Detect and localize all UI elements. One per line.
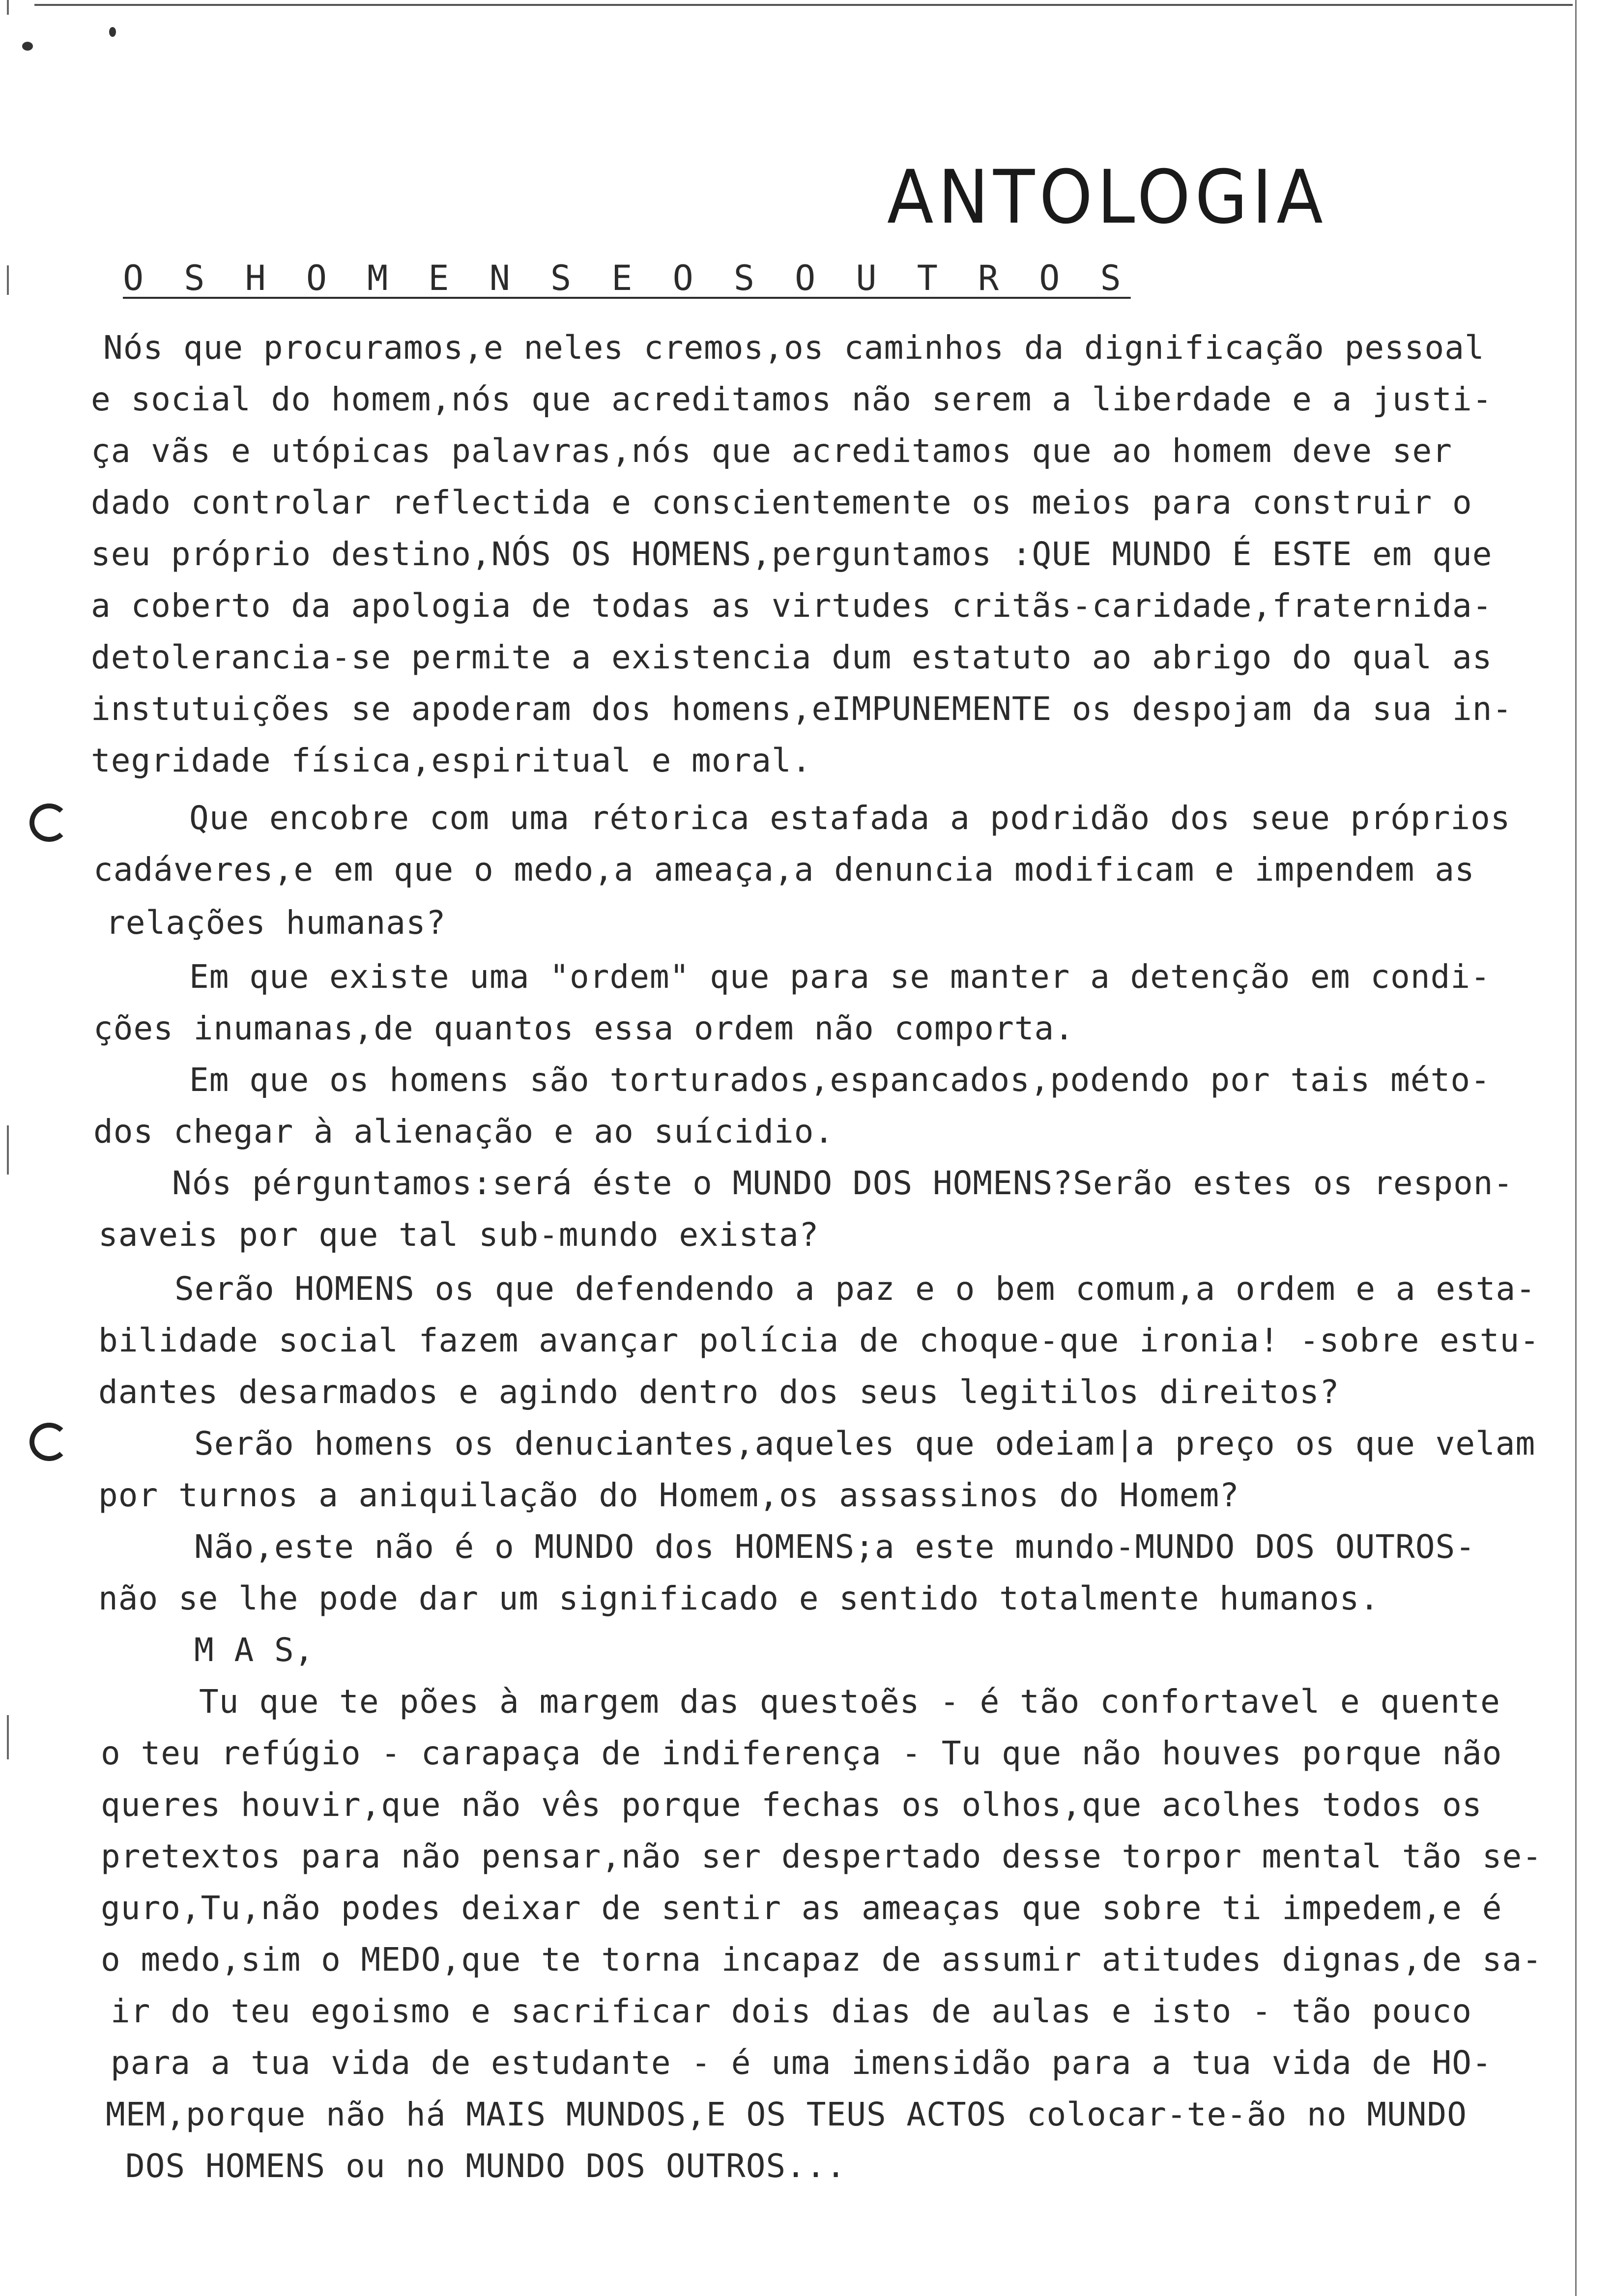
text-line: DOS HOMENS ou no MUNDO DOS OUTROS...	[125, 2147, 846, 2185]
text-line: não se lhe pode dar um significado e sentido totalmente humanos.	[98, 1579, 1380, 1617]
text-line: para a tua vida de estudante - é uma imensidão para a tua vida de HO-	[111, 2044, 1492, 2082]
text-line: seu próprio destino,NÓS OS HOMENS,perguntamos :QUE MUNDO É ESTE em que	[91, 535, 1493, 573]
text-line: Serão HOMENS os que defendendo a paz e o bem comum,a ordem e a esta-	[174, 1270, 1536, 1308]
text-line: detolerancia-se permite a existencia dum estatuto ao abrigo do qual as	[91, 638, 1493, 676]
text-line: Nós pérguntamos:será éste o MUNDO DOS HOMENS?Serão estes os respon-	[172, 1164, 1514, 1202]
text-line: dos chegar à alienação e ao suícidio.	[93, 1113, 835, 1150]
left-margin-mark	[7, 1125, 9, 1175]
text-line: e social do homem,nós que acreditamos não serem a liberdade e a justi-	[91, 380, 1493, 418]
text-line: instutuições se apoderam dos homens,eIMPUNEMENTE os despojam da sua in-	[91, 690, 1513, 728]
text-line: Em que os homens são torturados,espancados,podendo por tais méto-	[189, 1061, 1491, 1099]
text-line: relações humanas?	[106, 904, 446, 942]
text-line: ir do teu egoismo e sacrificar dois dias de aulas e isto - tão pouco	[111, 1992, 1472, 2030]
text-line: saveis por que tal sub-mundo exista?	[98, 1216, 819, 1254]
text-line: por turnos a aniquilação do Homem,os assassinos do Homem?	[98, 1476, 1239, 1514]
binder-hole-mark	[29, 804, 69, 842]
text-line: Tu que te pões à margem das questoẽs - é tão confortavel e quente	[199, 1683, 1500, 1721]
text-line: MEM,porque não há MAIS MUNDOS,E OS TEUS ACTOS colocar-te-ão no MUNDO	[106, 2095, 1468, 2133]
antologia-heading: ANTOLOGIA	[887, 155, 1327, 240]
binder-hole-mark	[29, 1423, 69, 1461]
text-line: Serão homens os denuciantes,aqueles que odeiam|a preço os que velam	[194, 1425, 1536, 1463]
text-line: o teu refúgio - carapaça de indiferença - Tu que não houves porque não	[101, 1734, 1502, 1772]
text-line: tegridade física,espiritual e moral.	[91, 742, 812, 779]
text-line: Em que existe uma "ordem" que para se manter a detenção em condi-	[189, 958, 1491, 996]
text-line: Nós que procuramos,e neles cremos,os caminhos da dignificação pessoal	[103, 329, 1485, 367]
text-line: guro,Tu,não podes deixar de sentir as ameaças que sobre ti impedem,e é	[101, 1889, 1502, 1927]
text-line: M A S,	[194, 1631, 315, 1669]
text-line: Não,este não é o MUNDO dos HOMENS;a este mundo-MUNDO DOS OUTROS-	[194, 1528, 1476, 1566]
text-line: ça vãs e utópicas palavras,nós que acreditamos que ao homem deve ser	[91, 432, 1453, 470]
article-title: O S H O M E N S E O S O U T R O S	[123, 258, 1131, 298]
text-line: o medo,sim o MEDO,que te torna incapaz de assumir atitudes dignas,de sa-	[101, 1941, 1542, 1979]
speck-mark	[109, 27, 116, 37]
text-line: dado controlar reflectida e conscientemente os meios para construir o	[91, 484, 1472, 521]
text-line: a coberto da apologia de todas as virtudes critãs-caridade,fraternida-	[91, 587, 1493, 625]
text-line: ções inumanas,de quantos essa ordem não comporta.	[93, 1009, 1075, 1047]
text-line: dantes desarmados e agindo dentro dos seus legitilos direitos?	[98, 1373, 1340, 1411]
text-line: bilidade social fazem avançar polícia de choque-que ironia! -sobre estu-	[98, 1321, 1540, 1359]
right-border-line	[1575, 0, 1577, 2296]
left-margin-mark	[7, 0, 9, 15]
left-margin-mark	[7, 265, 9, 295]
speck-mark	[22, 42, 33, 51]
text-line: Que encobre com uma rétorica estafada a podridão dos seue próprios	[189, 799, 1511, 837]
left-margin-mark	[7, 1715, 9, 1759]
top-border-line	[34, 4, 1573, 6]
text-line: queres houvir,que não vês porque fechas os olhos,que acolhes todos os	[101, 1786, 1482, 1824]
text-line: cadáveres,e em que o medo,a ameaça,a denuncia modificam e impendem as	[93, 851, 1475, 889]
text-line: pretextos para não pensar,não ser despertado desse torpor mental tão se-	[101, 1837, 1542, 1875]
